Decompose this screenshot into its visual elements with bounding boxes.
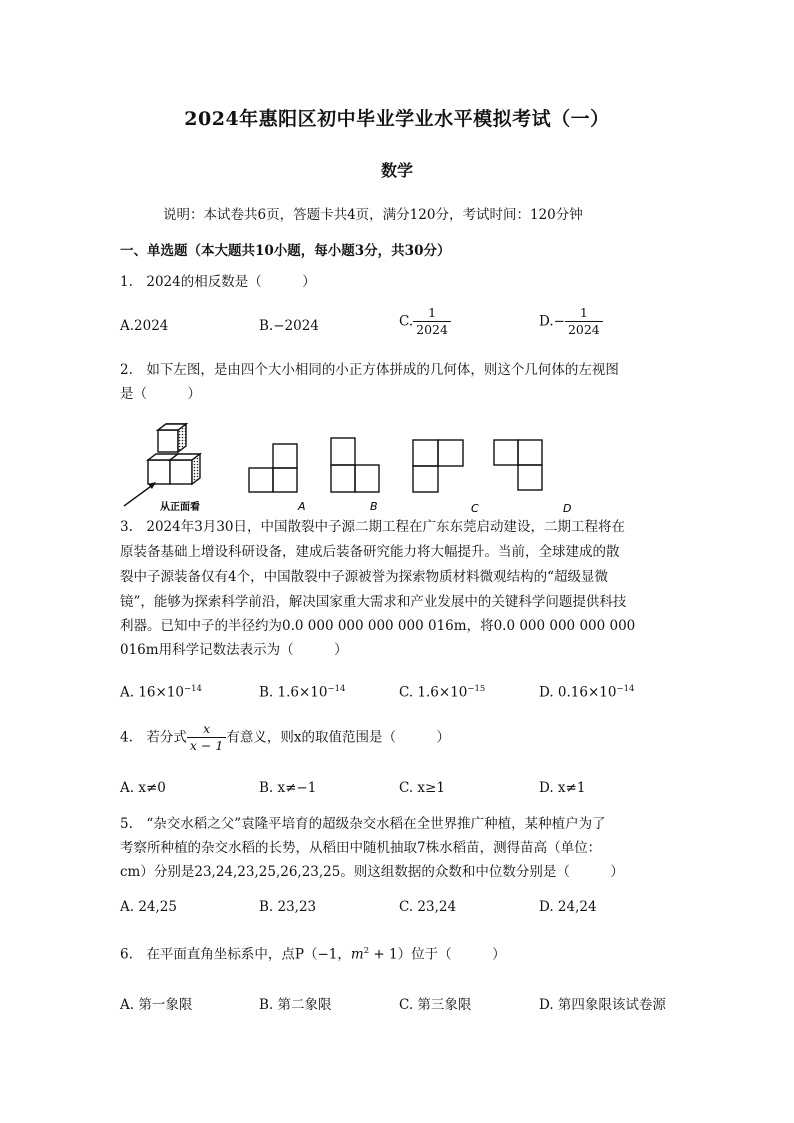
- question-2-line-2: 是（ ）: [120, 386, 201, 402]
- option-exponent: −14: [327, 684, 346, 694]
- option-a-shape: [249, 444, 297, 492]
- q1-option-d: [539, 306, 603, 337]
- option-d-shape: [494, 440, 542, 490]
- q6-prefix: 6. 在平面直角坐标系中，点P（−1，: [120, 946, 351, 963]
- q1-option-a: A.2024: [120, 318, 169, 334]
- question-5-line-1: 5. “杂交水稻之父”袁隆平培育的超级杂交水稻在全世界推广种植，某种植户为了: [120, 816, 606, 832]
- question-3-line-3: 裂中子源装备仅有4个，中国散裂中子源被誉为探索物质材料微观结构的“超级显微: [120, 569, 608, 585]
- option-exponent: −14: [616, 684, 635, 694]
- fraction-numerator: x: [187, 722, 226, 738]
- q5-option-c: C. 23,24: [399, 899, 457, 915]
- q1-option-c: [399, 306, 451, 337]
- option-exponent: −14: [184, 684, 202, 694]
- q4-option-a: A. x≠0: [120, 780, 166, 796]
- question-4-text: [120, 722, 450, 753]
- q6-exponent: 2: [363, 946, 370, 956]
- question-2-line-1: 2. 如下左图，是由四个大小相同的小正方体拼成的几何体，则这个几何体的左视图: [120, 362, 619, 378]
- q6-option-c: C. 第三象限: [399, 997, 472, 1013]
- question-3-line-6: 016m用科学记数法表示为（ ）: [120, 642, 348, 658]
- question-3-line-2: 原装备基础上增设科研设备，建成后装备研究能力将大幅提升。当前，全球建成的散: [120, 544, 620, 560]
- q5-option-d: D. 24,24: [539, 899, 597, 915]
- q1-option-d-prefix: D.−: [539, 313, 565, 330]
- solid-cube-figure: [148, 424, 200, 484]
- fraction-denominator: x − 1: [189, 738, 224, 753]
- fraction-denominator: 2024: [567, 322, 600, 337]
- q3-option-b: [259, 684, 345, 701]
- option-c-label: C: [471, 502, 479, 514]
- q3-option-a: [120, 684, 202, 701]
- q6-option-a: A. 第一象限: [120, 997, 193, 1013]
- q4-prefix: 4. 若分式: [120, 729, 187, 746]
- q5-option-b: B. 23,23: [259, 899, 317, 915]
- option-b-shape: [331, 438, 379, 492]
- question-3-line-1: 3. 2024年3月30日，中国散裂中子源二期工程在广东东莞启动建设，二期工程将在: [120, 519, 626, 535]
- q1-option-d-fraction: [565, 306, 603, 337]
- question-3-line-5: 利器。已知中子的半径约为0.0 000 000 000 000 016m，将0.0 000 000 000 000: [120, 618, 636, 634]
- q4-option-d: D. x≠1: [539, 780, 586, 796]
- page-title: 2024年惠阳区初中毕业学业水平模拟考试（一）: [184, 108, 610, 130]
- option-d-label: D: [563, 502, 572, 514]
- option-b-label: B: [370, 500, 378, 513]
- q5-option-a: A. 24,25: [120, 899, 177, 915]
- question-1-text: 1. 2024的相反数是（ ）: [120, 274, 316, 290]
- question-5-line-2: 考察所种植的杂交水稻的长势，从稻田中随机抽取7株水稻苗，测得苗高（单位：: [120, 840, 602, 856]
- question-3-line-4: 镜”，能够为探索科学前沿，解决国家重大需求和产业发展中的关键科学问题提供科技: [120, 594, 627, 610]
- q1-option-c-prefix: C.: [399, 313, 414, 330]
- q2-figure: [118, 418, 588, 514]
- q4-option-b: B. x≠−1: [259, 780, 317, 796]
- q1-option-b: B.−2024: [259, 318, 319, 334]
- view-arrow: [124, 484, 154, 506]
- q3-option-c: [399, 684, 485, 701]
- option-base: A. 16×10: [120, 684, 184, 701]
- fraction-numerator: 1: [565, 306, 603, 322]
- q6-suffix: + 1）位于（ ）: [369, 946, 506, 963]
- option-base: D. 0.16×10: [539, 684, 617, 701]
- q4-fraction: [187, 722, 226, 753]
- q1-option-c-fraction: [413, 306, 451, 337]
- fraction-denominator: 2024: [416, 322, 448, 337]
- arrow-label: 从正面看: [160, 502, 200, 513]
- q4-option-c: C. x≥1: [399, 780, 445, 796]
- q6-option-d: D. 第四象限该试卷源: [539, 997, 666, 1013]
- option-c-shape: [413, 440, 463, 492]
- section-heading: 一、单选题（本大题共10小题，每小题3分，共30分）: [120, 243, 451, 259]
- q6-variable: m: [350, 946, 364, 963]
- exam-note: 说明：本试卷共6页，答题卡共4页，满分120分，考试时间：120分钟: [163, 207, 583, 223]
- question-6-text: [120, 939, 506, 967]
- q4-suffix: 有意义，则x的取值范围是（ ）: [226, 729, 450, 746]
- option-a-label: A: [298, 500, 306, 513]
- q6-option-b: B. 第二象限: [259, 997, 332, 1013]
- subject-title: 数学: [380, 161, 413, 180]
- fraction-numerator: 1: [413, 306, 451, 322]
- option-base: B. 1.6×10: [259, 684, 328, 701]
- question-5-line-3: cm）分别是23,24,23,25,26,23,25。则这组数据的众数和中位数分别是（ ）: [120, 864, 624, 880]
- q3-option-d: [539, 684, 634, 701]
- option-exponent: −15: [467, 684, 486, 694]
- option-base: C. 1.6×10: [399, 684, 468, 701]
